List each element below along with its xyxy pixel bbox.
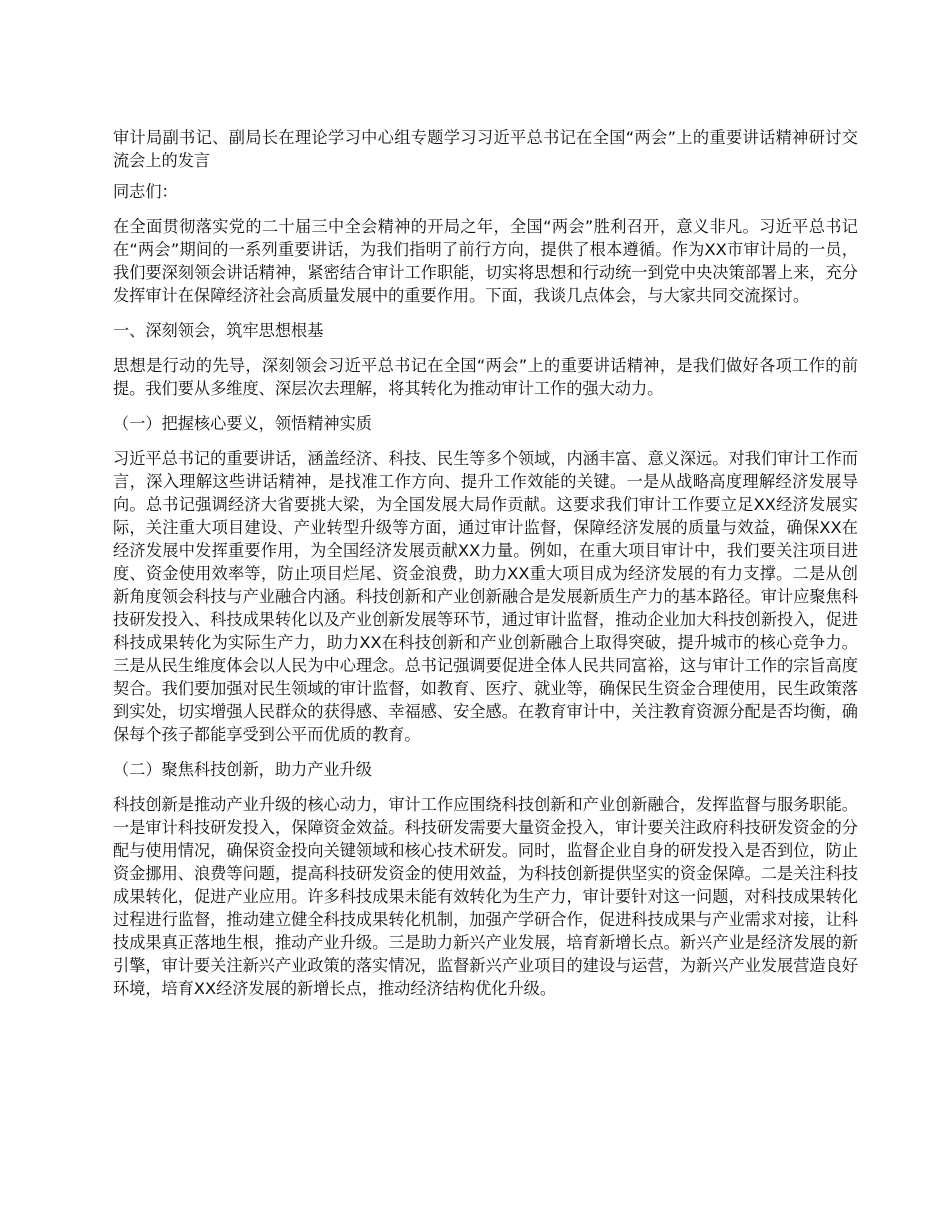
- intro-paragraph: 在全面贯彻落实党的二十届三中全会精神的开局之年，全国“两会”胜利召开，意义非凡。习近平总书记在“两会”期间的一系列重要讲话，为我们指明了前行方向，提供了根本遵循。作为XX市审计局的一员，我们要深刻领会讲话精神，紧密结合审计工作职能，切实将思想和行动统一到党中央决策部署上来，充分发挥审计在保障经济社会高质量发展中的重要作用。下面，我谈几点体会，与大家共同交流探讨。: [113, 217, 858, 305]
- subsection-1-paragraph: 习近平总书记的重要讲话，涵盖经济、科技、民生等多个领域，内涵丰富、意义深远。对我们审计工作而言，深入理解这些讲话精神，是找准工作方向、提升工作效能的关键。一是从战略高度理解经济发展导向。总书记强调经济大省要挑大梁，为全国发展大局作贡献。这要求我们审计工作要立足XX经济发展实际，关注重大项目建设、产业转型升级等方面，通过审计监督，保障经济发展的质量与效益，确保XX在经济发展中发挥重要作用，为全国经济发展贡献XX力量。例如，在重大项目审计中，我们要关注项目进度、资金使用效率等，防止项目烂尾、资金浪费，助力XX重大项目成为经济发展的有力支撑。二是从创新角度领会科技与产业融合内涵。科技创新和产业创新融合是发展新质生产力的基本路径。审计应聚焦科技研发投入、科技成果转化以及产业创新发展等环节，通过审计监督，推动企业加大科技创新投入，促进科技成果转化为实际生产力，助力XX在科技创新和产业创新融合上取得突破，提升城市的核心竞争力。三是从民生维度体会以人民为中心理念。总书记强调要促进全体人民共同富裕，这与审计工作的宗旨高度契合。我们要加强对民生领域的审计监督，如教育、医疗、就业等，确保民生资金合理使用，民生政策落到实处，切实增强人民群众的获得感、幸福感、安全感。在教育审计中，关注教育资源分配是否均衡，确保每个孩子都能享受到公平而优质的教育。: [113, 449, 858, 744]
- subsection-heading-1: （一）把握核心要义，领悟精神实质: [113, 414, 372, 433]
- document-title: 审计局副书记、副局长在理论学习中心组专题学习习近平总书记在全国“两会”上的重要讲话精神研讨交流会上的发言: [113, 128, 858, 170]
- subsection-2-paragraph: 科技创新是推动产业升级的核心动力，审计工作应围绕科技创新和产业创新融合，发挥监督与服务职能。一是审计科技研发投入，保障资金效益。科技研发需要大量资金投入，审计要关注政府科技研发资金的分配与使用情况，确保资金投向关键领域和核心技术研发。同时，监督企业自身的研发投入是否到位，防止资金挪用、浪费等问题，提高科技研发资金的使用效益，为科技创新提供坚实的资金保障。二是关注科技成果转化，促进产业应用。许多科技成果未能有效转化为生产力，审计要针对这一问题，对科技成果转化过程进行监督，推动建立健全科技成果转化机制，加强产学研合作，促进科技成果与产业需求对接，让科技成果真正落地生根，推动产业升级。三是助力新兴产业发展，培育新增长点。新兴产业是经济发展的新引擎，审计要关注新兴产业政策的落实情况，监督新兴产业项目的建设与运营，为新兴产业发展营造良好环境，培育XX经济发展的新增长点，推动经济结构优化升级。: [113, 795, 858, 998]
- section-heading-1: 一、深刻领会，筑牢思想根基: [113, 321, 324, 340]
- subsection-heading-2: （二）聚焦科技创新，助力产业升级: [113, 760, 372, 779]
- salutation: 同志们：: [113, 182, 178, 201]
- document-page: [113, 126, 858, 1012]
- section-1-intro-paragraph: 思想是行动的先导，深刻领会习近平总书记在全国“两会”上的重要讲话精神，是我们做好各项工作的前提。我们要从多维度、深层次去理解，将其转化为推动审计工作的强大动力。: [113, 356, 858, 398]
